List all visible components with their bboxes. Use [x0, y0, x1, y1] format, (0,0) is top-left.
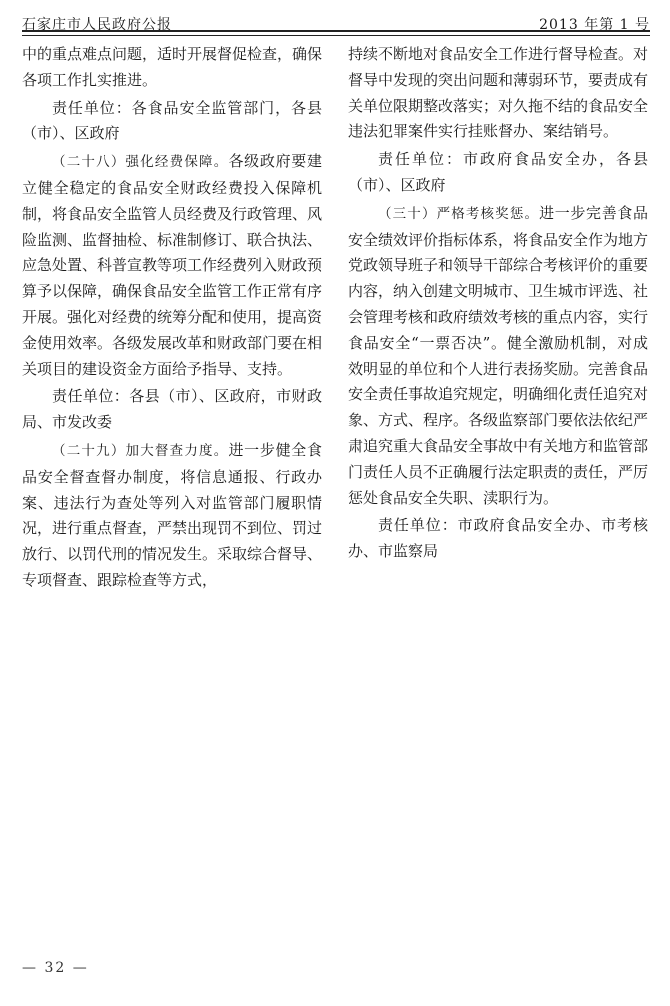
paragraph-text: 责任单位：市政府食品安全办，各县（市）、区政府 — [348, 150, 648, 194]
paragraph — [348, 42, 648, 145]
paragraph-text: 中的重点难点问题，适时开展督促检查，确保各项工作扎实推进。 — [22, 45, 323, 89]
left-column — [22, 42, 322, 596]
section-heading: （三十）严格考核奖惩。 — [378, 205, 540, 222]
paragraph — [348, 513, 648, 565]
right-column — [348, 42, 648, 567]
section-heading: （二十九）加大督查力度。 — [52, 442, 229, 459]
header-divider — [22, 30, 650, 36]
section-heading: （二十八）强化经费保障。 — [52, 154, 229, 171]
paragraph-text: 责任单位：各县（市）、区政府，市财政局、市发改委 — [22, 387, 322, 432]
paragraph-text: 各级政府要建立健全稳定的食品安全财政经费投入保障机制，将食品安全监管人员经费及行政管理、风险监测、监督抽检、标准制修订、联合执法、应急处置、科普宣教等项工作经费列入财政预算予以保障，确保食品安全监管工作正常有序开展。强化对经费的统筹分配和使用，提高资金使用效率。各级发展改革和财政部门要在相关项目的建设资金方面给予指导、支持。 — [22, 152, 323, 378]
paragraph-text: 进一步健全食品安全督查督办制度，将信息通报、行政办案、违法行为查处等列入对监管部门履职情况，进行重点督查，严禁出现罚不到位、罚过放行、以罚代刑的情况发生。采取综合督导、专项督查、跟踪检查等方式， — [22, 440, 323, 589]
paragraph — [22, 96, 322, 148]
paragraph — [22, 384, 322, 436]
paragraph — [348, 201, 648, 512]
paragraph-text: 进一步完善食品安全绩效评价指标体系，将食品安全作为地方党政领导班子和领导干部综合考核评价的重要内容，纳入创建文明城市、卫生城市评选、社会管理考核和政府绩效考核的重点内容，实行食品安全“一票否决”。健全激励机制，对成效明显的单位和个人进行表扬奖励。完善食品安全责任事故追究规定，明确细化责任追究对象、方式、程序。各级监察部门要依法依纪严肃追究重大食品安全事故中有关地方和监管部门责任人员不正确履行法定职责的责任，严厉惩处食品安全失职、渎职行为。 — [348, 203, 649, 507]
paragraph — [22, 149, 322, 382]
paragraph — [348, 147, 648, 199]
publication-title: 石家庄市人民政府公报 — [22, 17, 172, 33]
paragraph-text: 责任单位：各食品安全监管部门，各县（市）、区政府 — [22, 98, 322, 143]
paragraph — [22, 42, 322, 94]
page-number: — 32 — — [22, 960, 89, 976]
paragraph-text: 责任单位：市政府食品安全办、市考核办、市监察局 — [348, 516, 648, 561]
issue-number: 2013 年第 1 号 — [539, 17, 650, 33]
paragraph-text: 持续不断地对食品安全工作进行督导检查。对督导中发现的突出问题和薄弱环节，要责成有关单位限期整改落实；对久拖不结的食品安全违法犯罪案件实行挂账督办、案结销号。 — [348, 45, 649, 141]
paragraph — [22, 438, 322, 594]
